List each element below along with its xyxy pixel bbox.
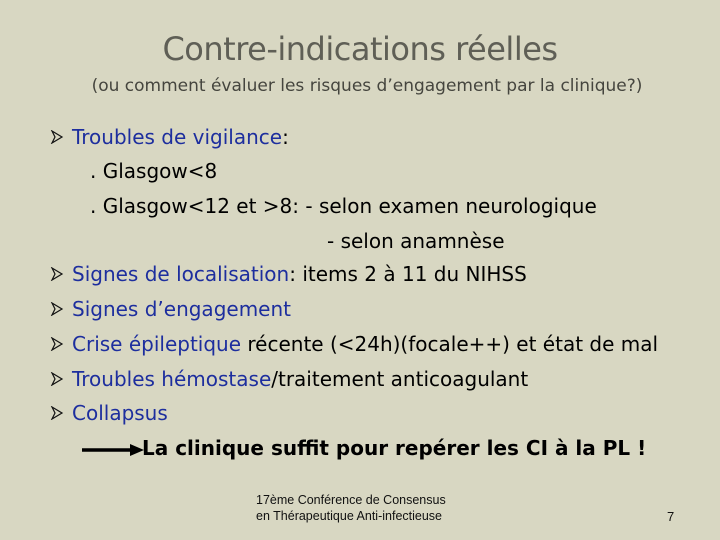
list-item [72,261,527,287]
arrowhead-bullet-icon [50,267,64,281]
list-item [72,400,168,426]
arrowhead-bullet-icon [50,130,64,144]
item-highlight: Collapsus [72,401,168,425]
item-highlight: Crise épileptique [72,332,242,356]
item-rest: récente (<24h)(focale++) et état de mal [241,332,659,356]
arrowhead-bullet-icon [50,302,64,316]
list-item [72,331,658,357]
list-item [72,296,291,322]
slide-title: Contre-indications réelles [162,30,558,68]
item-rest: : [282,125,289,149]
list-subitem: . Glasgow<8 [90,159,218,183]
list-item [72,124,289,150]
page-number: 7 [667,509,675,524]
list-subitem: - selon anamnèse [327,229,505,253]
item-highlight: Signes de localisation [72,262,290,286]
footer [256,492,446,524]
footer-line: en Thérapeutique Anti-infectieuse [256,509,443,523]
item-highlight: Signes d’engagement [72,297,291,321]
item-highlight: Troubles hémostase [72,367,272,391]
list-item [72,366,528,392]
list-subitem: . Glasgow<12 et >8: - selon examen neurologique [90,194,597,218]
arrowhead-bullet-icon [50,337,64,351]
item-rest: /traitement anticoagulant [271,367,529,391]
item-rest: : items 2 à 11 du NIHSS [289,262,527,286]
right-arrow-icon [80,442,146,458]
arrowhead-bullet-icon [50,406,64,420]
item-highlight: Troubles de vigilance [72,125,283,149]
arrowhead-bullet-icon [50,372,64,386]
slide-subtitle: (ou comment évaluer les risques d’engagement par la clinique?) [91,76,643,96]
conclusion-text: La clinique suffit pour repérer les CI à la PL ! [142,436,647,460]
footer-line: 17ème Conférence de Consensus [256,493,446,507]
